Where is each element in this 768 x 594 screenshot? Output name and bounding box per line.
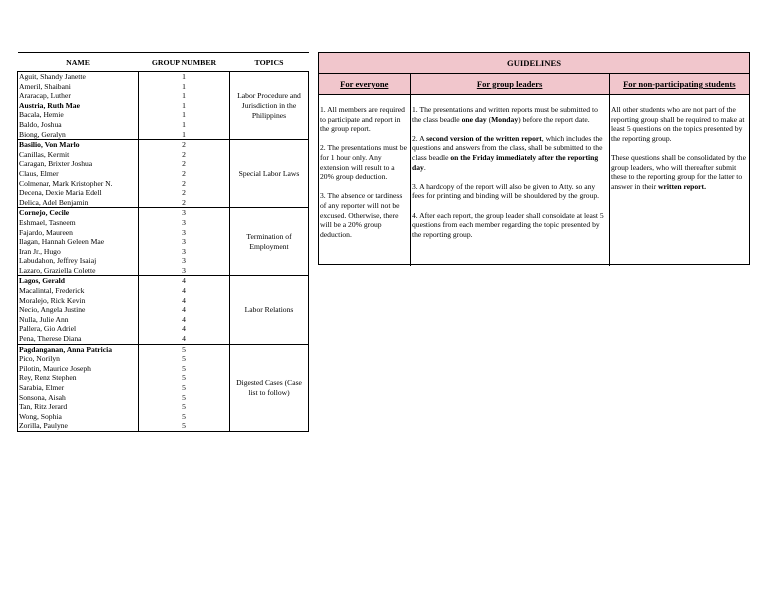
group-topic: Special Labor Laws	[230, 140, 309, 208]
group-topic: Labor Relations	[230, 276, 309, 344]
group-number: 1	[139, 72, 230, 82]
member-name: Wong, Sophia	[18, 412, 139, 422]
guideline-item	[412, 105, 608, 124]
roster-row	[18, 208, 309, 218]
member-name: Ilagan, Hannah Geleen Mae	[18, 237, 139, 247]
group-number: 5	[139, 402, 230, 412]
guideline-text: 3. A hardcopy of the report will also be given to Atty. so any fees for printing and binding will be shouldered by the group.	[412, 181, 600, 201]
everyone-heading: For everyone	[340, 79, 389, 89]
group-number: 2	[139, 188, 230, 198]
group-leader-name: Austria, Ruth Mae	[18, 101, 139, 111]
group-number: 4	[139, 276, 230, 286]
member-name: Pena, Therese Diana	[18, 334, 139, 344]
member-name: Fajardo, Maureen	[18, 228, 139, 238]
group-number: 2	[139, 179, 230, 189]
member-name: Caragan, Brixter Joshua	[18, 159, 139, 169]
non-participating-guidelines	[609, 95, 749, 266]
guideline-text: These questions shall be consolidated by the group leaders, who will thereafter submit these to the reporting group for the latter to answer in their	[611, 152, 746, 191]
group-number: 5	[139, 373, 230, 383]
member-name: Nulla, Julie Ann	[18, 315, 139, 325]
member-name: Macalintal, Frederick	[18, 286, 139, 296]
member-name: Eshmael, Tasneem	[18, 218, 139, 228]
roster-table	[17, 52, 309, 432]
group-number: 4	[139, 286, 230, 296]
roster-row	[18, 344, 309, 354]
group-number: 4	[139, 305, 230, 315]
roster-header-row	[18, 53, 309, 72]
member-name: Sonsona, Aisah	[18, 393, 139, 403]
guideline-text: (	[486, 114, 492, 124]
group-leader-name: Lagos, Gerald	[18, 276, 139, 286]
guideline-text: 3. The absence or tardiness of any reporter will not be excused. Otherwise, there will be a 20% group deduction.	[320, 191, 403, 239]
guideline-item	[412, 211, 608, 240]
group-number: 3	[139, 228, 230, 238]
guideline-text: ) before the report date.	[518, 114, 590, 124]
guidelines-title: GUIDELINES	[319, 53, 749, 74]
everyone-guidelines	[319, 95, 410, 266]
member-name: Bacala, Hemie	[18, 110, 139, 120]
group-number: 3	[139, 247, 230, 257]
member-name: Sarabia, Elmer	[18, 383, 139, 393]
group-number: 4	[139, 334, 230, 344]
group-number: 4	[139, 324, 230, 334]
member-name: Aguit, Shandy Janette	[18, 72, 139, 82]
group-number: 3	[139, 237, 230, 247]
guideline-text: 1. The presentations and written reports must be submitted to the class beadle	[412, 105, 598, 124]
group-number: 3	[139, 208, 230, 218]
non-participating-heading: For non-participating students	[609, 74, 749, 94]
guideline-text: 1. All members are required to participate and report in the group report.	[320, 105, 405, 134]
guideline-emphasis: on the Friday immediately after the reporting day	[412, 152, 599, 172]
group-number: 5	[139, 412, 230, 422]
group-number: 5	[139, 364, 230, 374]
guideline-text: 4. After each report, the group leader shall consoidate at least 5 questions from each member regarding the topic presented by the reporting group.	[412, 210, 604, 239]
member-name: Ameril, Shaibani	[18, 82, 139, 92]
group-number: 5	[139, 421, 230, 431]
guideline-text: .	[423, 162, 426, 172]
member-name: Tan, Ritz Jerard	[18, 402, 139, 412]
guideline-item	[611, 153, 748, 191]
roster-row	[18, 140, 309, 150]
member-name: Moralejo, Rick Kevin	[18, 296, 139, 306]
member-name: Pico, Norilyn	[18, 354, 139, 364]
member-name: Lazaro, Graziella Colette	[18, 266, 139, 276]
group-leaders-heading: For group leaders	[410, 74, 609, 94]
member-name: Canillas, Kermit	[18, 150, 139, 160]
roster-body	[18, 72, 309, 432]
guideline-text: , which includes the questions and answers from the class, shall be submitted to the class beadle	[412, 133, 603, 162]
group-leader-name: Pagdanganan, Anna Patricia	[18, 344, 139, 354]
group-number: 3	[139, 218, 230, 228]
guidelines-column-headers	[319, 74, 749, 95]
group-number: 4	[139, 315, 230, 325]
group-number: 3	[139, 256, 230, 266]
member-name: Colmenar, Mark Kristopher N.	[18, 179, 139, 189]
member-name: Pilotin, Maurice Joseph	[18, 364, 139, 374]
group-topic: Labor Procedure and Jurisdiction in the Philippines	[230, 72, 309, 140]
member-name: Delica, Adel Benjamin	[18, 198, 139, 208]
group-number: 1	[139, 120, 230, 130]
guideline-emphasis: Monday	[491, 114, 519, 124]
group-number: 2	[139, 150, 230, 160]
group-number: 1	[139, 101, 230, 111]
guideline-emphasis: second version of the written report	[426, 133, 542, 143]
group-number: 5	[139, 393, 230, 403]
guideline-item	[412, 134, 608, 172]
guideline-item	[412, 182, 608, 201]
group-number-column-header: GROUP NUMBER	[139, 53, 230, 72]
group-topic: Digested Cases (Case list to follow)	[230, 344, 309, 431]
group-number: 5	[139, 383, 230, 393]
guideline-text: 2. A	[412, 133, 427, 143]
guideline-item	[320, 191, 409, 239]
topics-column-header: TOPICS	[230, 53, 309, 72]
guideline-emphasis: written report.	[658, 181, 706, 191]
guideline-item	[611, 105, 748, 143]
guideline-text: All other students who are not part of the reporting group shall be required to make at least 5 questions on the topics presented by the reporting group.	[611, 105, 745, 143]
group-number: 1	[139, 82, 230, 92]
group-number: 5	[139, 354, 230, 364]
member-name: Rey, Renz Stephen	[18, 373, 139, 383]
group-topic: Termination of Employment	[230, 208, 309, 276]
group-number: 2	[139, 169, 230, 179]
group-number: 1	[139, 130, 230, 140]
member-name: Necio, Angela Justine	[18, 305, 139, 315]
name-column-header: NAME	[18, 53, 139, 72]
member-name: Baldo, Joshua	[18, 120, 139, 130]
guideline-item	[320, 143, 409, 181]
group-leader-name: Basilio, Von Marlo	[18, 140, 139, 150]
member-name: Decena, Dexie Maria Edell	[18, 188, 139, 198]
roster-row	[18, 276, 309, 286]
guidelines-table	[318, 52, 750, 265]
member-name: Araracap, Luther	[18, 91, 139, 101]
group-number: 2	[139, 159, 230, 169]
group-number: 3	[139, 266, 230, 276]
group-number: 5	[139, 344, 230, 354]
group-number: 1	[139, 110, 230, 120]
member-name: Claus, Elmer	[18, 169, 139, 179]
group-leaders-guidelines	[410, 95, 609, 266]
roster-row	[18, 72, 309, 82]
guideline-item	[320, 105, 409, 134]
guideline-text: 2. The presentations must be for 1 hour only. Any extension will result to a 20% group deduction.	[320, 143, 407, 182]
member-name: Labudahon, Jeffrey Isaiaj	[18, 256, 139, 266]
guideline-emphasis: one day	[461, 114, 487, 124]
member-name: Biong, Geralyn	[18, 130, 139, 140]
group-number: 4	[139, 296, 230, 306]
group-number: 2	[139, 198, 230, 208]
member-name: Zorilla, Paulyne	[18, 421, 139, 431]
group-leader-name: Cornejo, Cecile	[18, 208, 139, 218]
group-number: 2	[139, 140, 230, 150]
member-name: Pallera, Gio Adriel	[18, 324, 139, 334]
group-number: 1	[139, 91, 230, 101]
member-name: Iran Jr., Hugo	[18, 247, 139, 257]
guidelines-body	[319, 95, 749, 266]
